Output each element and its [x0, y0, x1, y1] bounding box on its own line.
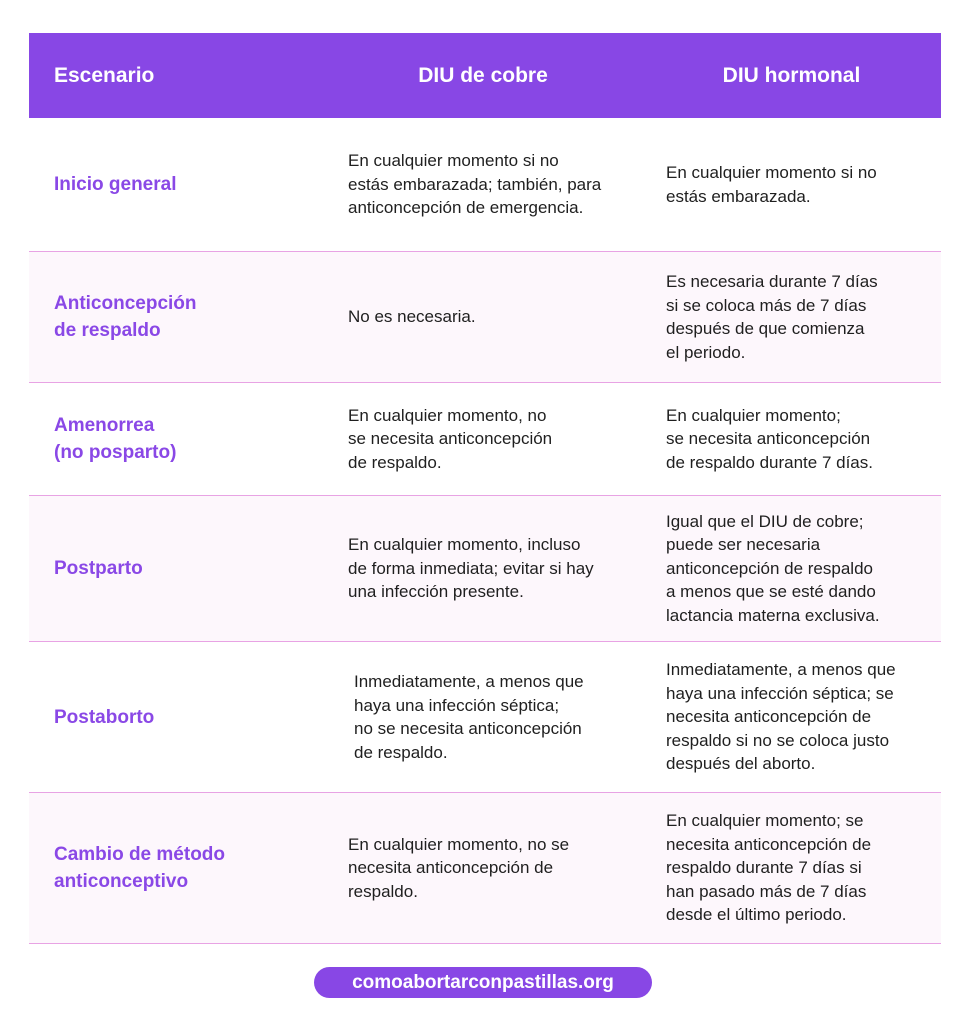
header-scenario: Escenario [54, 63, 155, 87]
row-copper: En cualquier momento si no estás embarazada; también, para anticoncepción de emergencia. [348, 151, 602, 218]
table-row [29, 642, 941, 793]
row-copper: En cualquier momento, no se necesita anticoncepción de respaldo. [348, 405, 553, 472]
row-copper: En cualquier momento, incluso de forma inmediata; evitar si hay una infección presente. [348, 535, 594, 602]
table-row [29, 496, 941, 642]
row-scenario: Cambio de método anticonceptivo [54, 844, 226, 892]
row-scenario: Postaborto [54, 706, 155, 728]
row-scenario: Postparto [54, 558, 143, 579]
row-hormonal: Es necesaria durante 7 días si se coloca más de 7 días después de que comienza el periodo. [666, 272, 878, 362]
table-header [29, 33, 941, 118]
table-row [29, 118, 941, 252]
row-copper: En cualquier momento, no se necesita anticoncepción de respaldo. [348, 834, 570, 901]
site-url-badge: comoabortarconpastillas.org [314, 967, 652, 998]
row-hormonal: En cualquier momento; se necesita anticoncepción de respaldo durante 7 días. [666, 405, 873, 472]
row-hormonal: En cualquier momento si no estás embarazada. [666, 163, 877, 206]
table-row [29, 252, 941, 383]
row-hormonal: En cualquier momento; se necesita anticoncepción de respaldo durante 7 días si han pasado más de 7 días desde el último periodo. [666, 811, 872, 925]
table-row [29, 793, 941, 944]
header-copper-iud: DIU de cobre [418, 63, 548, 87]
table-row [29, 383, 941, 496]
row-hormonal: Igual que el DIU de cobre; puede ser necesaria anticoncepción de respaldo a menos que se esté dando lactancia materna exclusiva. [666, 511, 880, 625]
row-scenario: Anticoncepción de respaldo [54, 293, 197, 341]
header-hormonal-iud: DIU hormonal [722, 63, 861, 87]
row-scenario: Amenorrea (no posparto) [54, 415, 177, 463]
comparison-table [29, 33, 941, 944]
row-hormonal: Inmediatamente, a menos que haya una infección séptica; se necesita anticoncepción de respaldo si no se coloca justo después del aborto. [666, 660, 896, 774]
row-scenario: Inicio general [54, 174, 177, 195]
row-copper: Inmediatamente, a menos que haya una infección séptica; no se necesita anticoncepción de respaldo. [354, 672, 584, 762]
row-copper: No es necesaria. [348, 307, 476, 327]
